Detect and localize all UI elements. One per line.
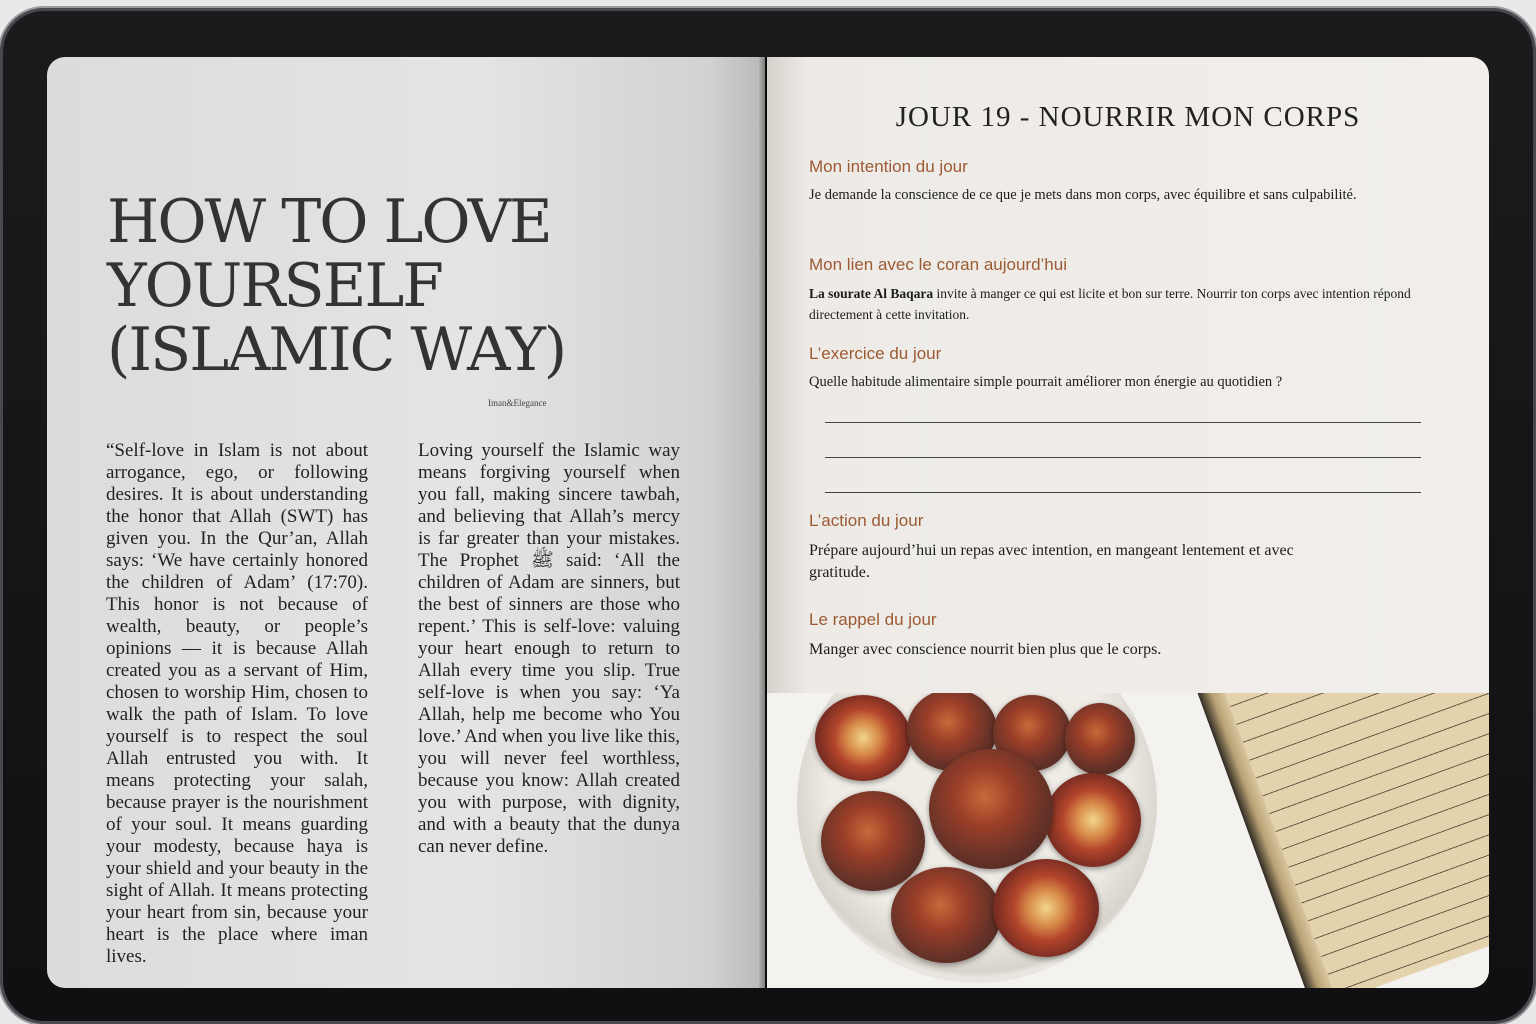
text-column-2 (418, 440, 680, 858)
action-text: Prépare aujourd’hui un repas avec intention, en mangeant lentement et avec gratitude. (809, 542, 1294, 581)
brand-label: Iman&Elegance (488, 398, 547, 408)
coran-bold-text: La sourate Al Baqara (809, 286, 934, 301)
intention-text: Je demande la conscience de ce que je mets dans mon corps, avec équilibre et sans culpabilité. (809, 187, 1357, 203)
exercice-text: Quelle habitude alimentaire simple pourrait améliorer mon énergie au quotidien ? (809, 374, 1283, 390)
page-title (107, 187, 566, 385)
coran-body-text: invite à manger ce qui est licite et bon sur terre. Nourrir ton corps avec intention répond directement à cette invitation. (809, 286, 1411, 322)
coran-heading: Mon lien avec le coran aujourd’hui (809, 255, 1067, 274)
title-line-3: (ISLAMIC WAY) (107, 315, 566, 385)
action-heading: L’action du jour (809, 511, 924, 530)
open-book-image (1183, 693, 1489, 988)
column-2-text: Loving yourself the Islamic way means forgiving yourself when you fall, making sincere tawbah, and believing that Allah’s mercy is far greater than your mistakes. The Prophet ﷺ said: ‘All the children of Adam are sinners, but the best of sinners are those who repent.’ This is self-love: valuing your heart enough to return to Allah every time you slip. True self-love is when you say: ‘Ya Allah, help me become who You love.’ And when you live like this, you will never feel worthless, because you know: Allah created you with purpose, with dignity, and with a beauty that the dunya can never define. (418, 440, 680, 857)
fig-image (1045, 773, 1141, 867)
coran-text (809, 283, 1429, 325)
fig-image (891, 867, 1001, 963)
rappel-text: Manger avec conscience nourrit bien plus que le corps. (809, 641, 1162, 658)
rappel-heading: Le rappel du jour (809, 610, 937, 629)
tablet-frame (0, 8, 1536, 1024)
fig-image (1065, 703, 1135, 775)
fig-bowl-image (797, 693, 1157, 983)
title-line-2: YOURSELF (107, 251, 442, 321)
fig-image (821, 791, 925, 891)
intention-heading: Mon intention du jour (809, 157, 968, 176)
exercice-heading: L’exercice du jour (809, 344, 942, 363)
answer-line-1[interactable] (825, 422, 1421, 423)
book-page-text (1207, 693, 1489, 988)
tablet-screen (47, 57, 1489, 988)
answer-line-2[interactable] (825, 457, 1421, 458)
text-column-1 (106, 440, 368, 968)
fig-image (929, 749, 1053, 869)
left-page (47, 57, 765, 988)
fig-image (815, 695, 911, 781)
fig-image (993, 859, 1099, 957)
figs-and-book-photo (767, 693, 1489, 988)
column-1-text: “Self-love in Islam is not about arrogance, ego, or following desires. It is about understanding the honor that Allah (SWT) has given you. In the Qur’an, Allah says: ‘We have certainly honored the children of Adam’ (17:70). This honor is not because of wealth, beauty, or people’s opinions — it is because Allah created you as a servant of Him, chosen to worship Him, chosen to walk the path of Islam. To love yourself is to respect the soul Allah entrusted you with. It means protecting your salah, because prayer is the nourishment of your soul. It means guarding your modesty, because haya is your shield and your beauty in the sight of Allah. It means protecting your heart from sin, because your heart is the place where iman lives. (106, 440, 368, 967)
title-line-1: HOW TO LOVE (107, 187, 551, 257)
answer-line-3[interactable] (825, 492, 1421, 493)
day-title: JOUR 19 - NOURRIR MON CORPS (895, 101, 1361, 133)
